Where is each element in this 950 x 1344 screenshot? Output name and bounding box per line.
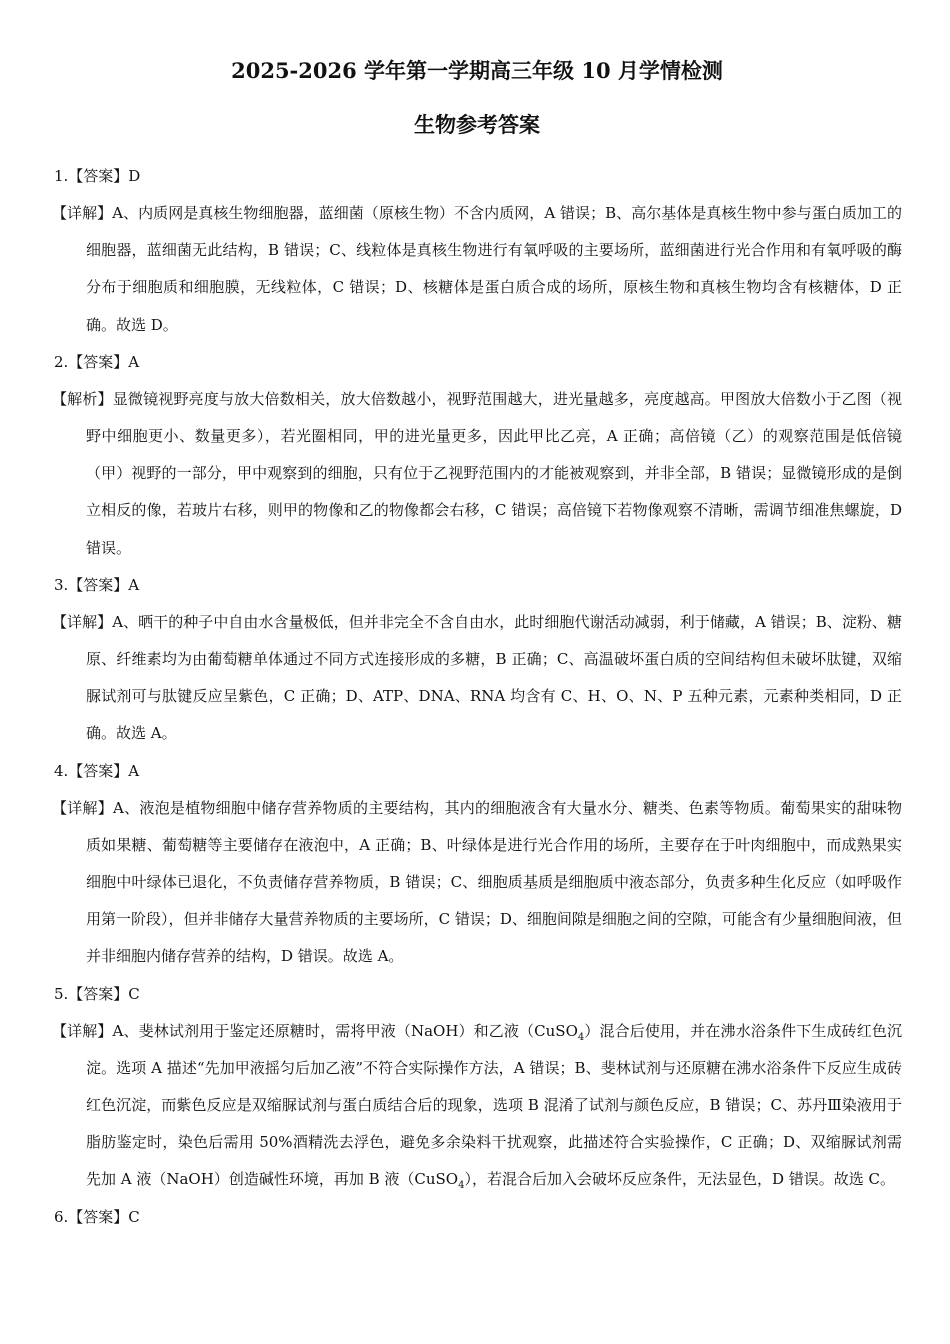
detail-text: 显微镜视野亮度与放大倍数相关，放大倍数越小，视野范围越大，进光量越多，亮度越高。甲图放大倍数小于乙图（视野中细胞更小、数量更多），若光圈相同，甲的进光量更多，因此甲比乙亮，A 正确；高倍镜（乙）的观察范围是低倍镜（甲）视野的一部分，甲中观察到的细胞，只有位于乙视野范围内的才能被观察到，并非全部，B 错误；显微镜形成的是倒立相反的像，若玻片右移，则甲的物像和乙的物像都会右移，C 错误；高倍镜下若物像观察不清晰，需调节细准焦螺旋，D 错误。 <box>86 389 902 557</box>
detail-text: ），若混合后加入会破坏反应条件，无法显色，D 错误。故选 C。 <box>464 1170 896 1189</box>
detail-label: 【详解】 <box>52 612 113 631</box>
document-title: 2025-2026 学年第一学期高三年级 10 月学情检测 <box>231 58 723 83</box>
detail-text: A、液泡是植物细胞中储存营养物质的主要结构，其内的细胞液含有大量水分、糖类、色素等物质。葡萄果实的甜味物质如果糖、葡萄糖等主要储存在液泡中，A 正确；B、叶绿体是进行光合作用的场所，主要存在于叶肉细胞中，而成熟果实细胞中叶绿体已退化，不负责储存营养物质，B 错误；C、细胞质基质是细胞质中液态部分，负责多种生化反应（如呼吸作用第一阶段），但并非储存大量营养物质的主要场所，C 错误；D、细胞间隙是细胞之间的空隙，可能含有少量细胞间液，但并非细胞内储存营养的结构，D 错误。故选 A。 <box>86 798 902 966</box>
detail-label: 【详解】 <box>52 204 113 222</box>
detail-1 <box>52 195 902 344</box>
answer-1: 1.【答案】D <box>54 167 141 185</box>
detail-text: A、内质网是真核生物细胞器，蓝细菌（原核生物）不含内质网，A 错误；B、高尔基体是真核生物中参与蛋白质加工的细胞器，蓝细菌无此结构，B 错误；C、线粒体是真核生物进行有氧呼吸的主要场所，蓝细菌进行光合作用和有氧呼吸的酶分布于细胞质和细胞膜，无线粒体，C 错误；D、核糖体是蛋白质合成的场所，原核生物和真核生物均含有核糖体，D 正确。故选 D。 <box>86 204 902 334</box>
detail-4 <box>52 790 902 976</box>
document-subtitle: 生物参考答案 <box>414 112 540 137</box>
subscript: 4 <box>458 1180 465 1192</box>
detail-3 <box>52 604 902 753</box>
detail-text: A、斐林试剂用于鉴定还原糖时，需将甲液（NaOH）和乙液（CuSO <box>112 1021 578 1040</box>
detail-label: 【详解】 <box>52 1021 113 1040</box>
answer-6: 6.【答案】C <box>54 1207 140 1226</box>
subscript: 4 <box>577 1031 585 1043</box>
answer-3: 3.【答案】A <box>54 575 140 594</box>
detail-2 <box>52 381 902 567</box>
detail-text: ）混合后使用，并在沸水浴条件下生成砖红色沉淀。选项 A 描述“先加甲液摇匀后加乙液”不符合实际操作方法，A 错误；B、斐林试剂与还原糖在沸水浴条件下反应生成砖红色沉淀，而紫色反应是双缩脲试剂与蛋白质结合后的现象，选项 B 混淆了试剂与颜色反应，B 错误；C、苏丹Ⅲ染液用于脂肪鉴定时，染色后需用 50%酒精洗去浮色，避免多余染料干扰观察，此描述符合实验操作，C 正确；D、双缩脲试剂需先加 A 液（NaOH）创造碱性环境，再加 B 液（CuSO <box>86 1021 902 1189</box>
detail-label: 【详解】 <box>52 798 114 817</box>
answer-2: 2.【答案】A <box>54 352 140 371</box>
detail-text: A、晒干的种子中自由水含量极低，但并非完全不含自由水，此时细胞代谢活动减弱，利于储藏，A 错误；B、淀粉、糖原、纤维素均为由葡萄糖单体通过不同方式连接形成的多糖，B 正确；C、高温破坏蛋白质的空间结构但未破坏肽键，双缩脲试剂可与肽键反应呈紫色，C 正确；D、ATP、DNA、RNA 均含有 C、H、O、N、P 五种元素，元素种类相同，D 正确。故选 A。 <box>86 612 902 743</box>
detail-label: 【解析】 <box>52 389 113 408</box>
answer-5: 5.【答案】C <box>54 984 140 1003</box>
detail-5 <box>52 1013 902 1199</box>
answer-4: 4.【答案】A <box>54 761 140 780</box>
